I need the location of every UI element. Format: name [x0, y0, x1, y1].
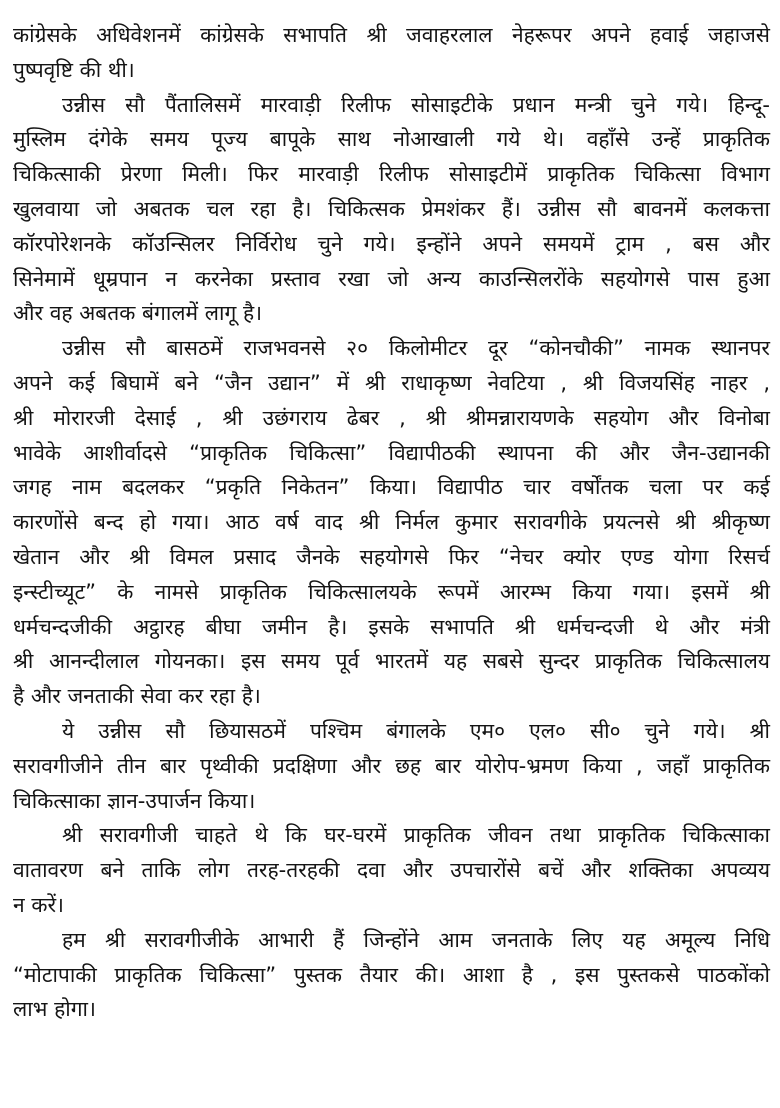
text-line: और वह अबतक बंगालमें लागू है। [13, 301, 263, 326]
document-page [13, 18, 770, 1027]
paragraph-congress-session [13, 18, 770, 88]
text-line: है और जनताकी सेवा कर रहा है। [13, 684, 261, 709]
text-line: अपने कई बिघामें बने “जैन उद्यान” में श्री राधाकृष्ण नेवटिया , श्री विजयसिंह नाहर , [13, 370, 770, 395]
text-line: श्री मोरारजी देसाई , श्री उछंगराय ढेबर , श्री श्रीमन्नारायणके सहयोग और विनोबा [13, 405, 770, 430]
text-line: लाभ होगा। [13, 997, 96, 1022]
text-line: खेतान और श्री विमल प्रसाद जैनके सहयोगसे फिर “नेचर क्योर एण्ड योगा रिसर्च [13, 544, 770, 569]
text-line: कांग्रेसके अधिवेशनमें कांग्रेसके सभापति श्री जवाहरलाल नेहरूपर अपने हवाई जहाजसे [13, 23, 770, 47]
text-line: श्री सरावगीजी चाहते थे कि घर-घरमें प्राकृतिक जीवन तथा प्राकृतिक चिकित्साका [62, 823, 770, 848]
text-line: न करें। [13, 892, 65, 917]
text-line: उन्नीस सौ बासठमें राजभवनसे २० किलोमीटर दूर “कोनचौकी” नामक स्थानपर [62, 336, 770, 361]
text-line: भावेके आशीर्वादसे “प्राकृतिक चिकित्सा” विद्यापीठकी स्थापना की और जैन-उद्यानकी [13, 440, 770, 465]
text-line: चिकित्साकी प्रेरणा मिली। फिर मारवाड़ी रिलीफ सोसाइटीमें प्राकृतिक चिकित्सा विभाग [13, 162, 770, 187]
text-line: “मोटापाकी प्राकृतिक चिकित्सा” पुस्तक तैयार की। आशा है , इस पुस्तकसे पाठकोंको [13, 962, 770, 987]
text-line: मुस्लिम दंगेके समय पूज्य बापूके साथ नोआखाली गये थे। वहाँसे उन्हें प्राकृतिक [13, 127, 770, 152]
text-line: कारणोंसे बन्द हो गया। आठ वर्ष वाद श्री निर्मल कुमार सरावगीके प्रयत्नसे श्री श्रीकृष्ण [13, 510, 770, 535]
text-line: धर्मचन्दजीकी अट्ठारह बीघा जमीन है। इसके सभापति श्री धर्मचन्दजी थे और मंत्री [13, 614, 770, 639]
text-line: ये उन्नीस सौ छियासठमें पश्चिम बंगालके एम० एल० सी० चुने गये। श्री [62, 718, 770, 743]
text-line: वातावरण बने ताकि लोग तरह-तरहकी दवा और उपचारोंसे बचें और शक्तिका अपव्यय [13, 858, 770, 883]
paragraph-sarawagi-wish [13, 818, 770, 922]
text-line: उन्नीस सौ पैंतालिसमें मारवाड़ी रिलीफ सोसाइटीके प्रधान मन्त्री चुने गये। हिन्दू- [62, 92, 770, 117]
text-line: खुलवाया जो अबतक चल रहा है। चिकित्सक प्रेमशंकर हैं। उन्नीस सौ बावनमें कलकत्ता [13, 196, 770, 221]
text-line: चिकित्साका ज्ञान-उपार्जन किया। [13, 788, 256, 813]
text-line: सरावगीजीने तीन बार पृथ्वीकी प्रदक्षिणा और छह बार योरोप-भ्रमण किया , जहाँ प्राकृतिक [13, 753, 770, 778]
text-line: श्री आनन्दीलाल गोयनका। इस समय पूर्व भारतमें यह सबसे सुन्दर प्राकृतिक चिकित्सालय [13, 649, 770, 674]
text-line: पुष्पवृष्टि की थी। [13, 57, 135, 82]
paragraph-marwari-relief-society [13, 88, 770, 332]
paragraph-acknowledgement [13, 923, 770, 1027]
paragraph-mlc-travels [13, 714, 770, 818]
text-line: सिनेमामें धूम्रपान न करनेका प्रस्ताव रखा जो अन्य काउन्सिलरोंके सहयोगसे पास हुआ [13, 266, 770, 291]
text-line: जगह नाम बदलकर “प्रकृति निकेतन” किया। विद्यापीठ चार वर्षोंतक चला पर कई [13, 475, 770, 500]
paragraph-prakriti-niketan [13, 331, 770, 714]
text-line: कॉरपोरेशनके कॉउन्सिलर निर्विरोध चुने गये। इन्होंने अपने समयमें ट्राम , बस और [13, 231, 770, 256]
text-line: इन्स्टीच्यूट” के नामसे प्राकृतिक चिकित्सालयके रूपमें आरम्भ किया गया। इसमें श्री [13, 579, 770, 604]
text-line: हम श्री सरावगीजीके आभारी हैं जिन्होंने आम जनताके लिए यह अमूल्य निधि [62, 927, 770, 952]
